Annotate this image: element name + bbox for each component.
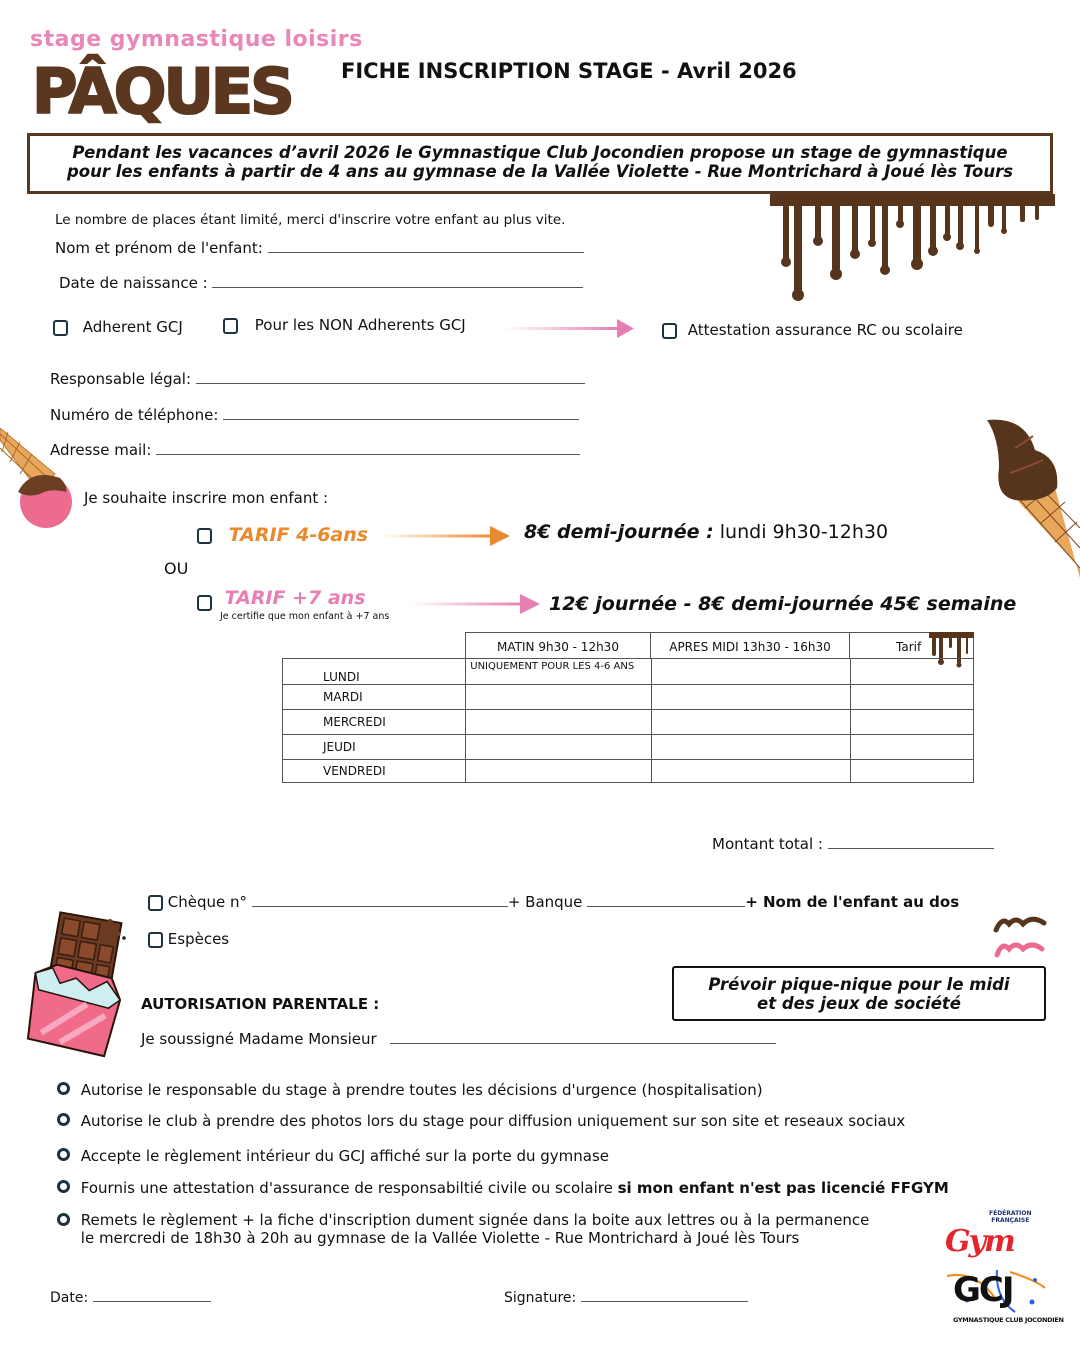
schedule-tarif-cell[interactable]: [850, 710, 973, 735]
auth-item-text: Autorise le responsable du stage à prendre toutes les décisions d'urgence (hospitalisation): [80, 1081, 763, 1099]
ice-cream-chocolate-icon: [985, 418, 1080, 578]
chocolate-drip-icon: [770, 194, 1055, 302]
pink-arrow-icon: [505, 318, 635, 340]
tarif-4-6-price-detail: lundi 9h30-12h30: [719, 521, 889, 543]
schedule-afternoon-cell[interactable]: [651, 659, 850, 685]
child-name-label: Nom et prénom de l'enfant:: [55, 239, 263, 257]
ffgym-logo: [945, 1210, 1055, 1262]
date-field[interactable]: [50, 1288, 211, 1306]
auth-item[interactable]: [57, 1179, 949, 1197]
signature-label: Signature:: [504, 1290, 577, 1306]
non-member-label: Pour les NON Adherents GCJ: [254, 316, 466, 334]
auth-item[interactable]: [57, 1211, 869, 1247]
cash-checkbox[interactable]: [148, 932, 163, 948]
page-title: FICHE INSCRIPTION STAGE - Avril 2026: [341, 59, 797, 83]
cash-option[interactable]: [148, 930, 229, 948]
auth-radio[interactable]: [57, 1113, 70, 1126]
gcj-logo-word: GCJ: [953, 1270, 1013, 1310]
places-notice: Le nombre de places étant limité, merci d'inscrire votre enfant au plus vite.: [55, 212, 566, 228]
cheque-option[interactable]: [148, 893, 959, 911]
auth-item[interactable]: [57, 1147, 609, 1165]
signatory-label: Je soussigné Madame Monsieur: [141, 1030, 377, 1048]
schedule-row: [283, 659, 974, 685]
schedule-day: MERCREDI: [283, 710, 466, 735]
guardian-label: Responsable légal:: [50, 370, 192, 388]
schedule-afternoon-cell[interactable]: [651, 685, 850, 710]
signatory-input[interactable]: [390, 1030, 776, 1044]
picnic-reminder-line-1: Prévoir pique-nique pour le midi: [708, 975, 1010, 994]
insurance-option[interactable]: [662, 321, 963, 339]
header-morning: MATIN 9h30 - 12h30: [466, 633, 651, 659]
email-label: Adresse mail:: [50, 441, 152, 459]
total-amount-input[interactable]: [828, 835, 994, 849]
auth-radio[interactable]: [57, 1213, 70, 1226]
squiggle-decoration-icon: [992, 913, 1052, 963]
orange-arrow-icon: [380, 525, 512, 547]
birthdate-input[interactable]: [212, 274, 583, 288]
ffgym-logo-caption: [989, 1210, 1032, 1224]
intro-line-1: Pendant les vacances d’avril 2026 le Gymnastique Club Jocondien propose un stage de gymnastique: [72, 143, 1008, 162]
schedule-tarif-cell[interactable]: [850, 735, 973, 760]
member-label: Adherent GCJ: [82, 318, 183, 336]
tarif-4-6-price: [524, 520, 888, 544]
guardian-field[interactable]: [50, 370, 585, 388]
intro-box: [27, 133, 1053, 194]
intro-line-2: pour les enfants à partir de 4 ans au gymnase de la Vallée Violette - Rue Montrichard à Joué lès Tours: [66, 162, 1014, 181]
email-input[interactable]: [156, 441, 580, 455]
auth-item-text-2: le mercredi de 18h30 à 20h au gymnase de la Vallée Violette - Rue Montrichard à Joué lès Tours: [80, 1229, 800, 1247]
chocolate-bar-icon: [20, 910, 130, 1060]
name-on-back-label: + Nom de l'enfant au dos: [745, 893, 960, 911]
auth-radio[interactable]: [57, 1180, 70, 1193]
auth-item-text: Fournis une attestation d'assurance de responsabiltié civile ou scolaire: [80, 1179, 618, 1197]
birthdate-field[interactable]: [59, 274, 583, 292]
member-option[interactable]: [53, 318, 183, 336]
ffgym-logo-word-text: Gym: [945, 1224, 1014, 1259]
phone-input[interactable]: [223, 406, 579, 420]
schedule-tarif-cell[interactable]: [850, 685, 973, 710]
tarif-7-note: Je certifie que mon enfant à +7 ans: [220, 611, 390, 622]
schedule-tarif-cell[interactable]: [850, 659, 973, 685]
non-member-checkbox[interactable]: [223, 318, 238, 334]
header-afternoon: APRES MIDI 13h30 - 16h30: [651, 633, 850, 659]
auth-item-bold: si mon enfant n'est pas licencié FFGYM: [617, 1179, 949, 1197]
auth-radio[interactable]: [57, 1148, 70, 1161]
event-title-paques: PÂQUES: [32, 55, 292, 128]
schedule-tarif-cell[interactable]: [850, 760, 973, 783]
event-subtitle: stage gymnastique loisirs: [30, 27, 363, 52]
child-name-input[interactable]: [268, 239, 584, 253]
schedule-afternoon-cell[interactable]: [651, 760, 850, 783]
picnic-reminder-line-2: et des jeux de société: [757, 994, 961, 1013]
enroll-label: Je souhaite inscrire mon enfant :: [84, 489, 329, 507]
cheque-number-input[interactable]: [252, 893, 508, 907]
tarif-4-6-price-amount: 8€ demi-journée :: [524, 521, 714, 543]
or-label: OU: [164, 559, 189, 578]
picnic-reminder-box: [672, 966, 1046, 1021]
auth-item-text: Accepte le règlement intérieur du GCJ affiché sur la porte du gymnase: [80, 1147, 610, 1165]
tarif-7-checkbox[interactable]: [197, 595, 212, 611]
schedule-morning-cell[interactable]: [466, 735, 651, 760]
schedule-day: LUNDI: [283, 659, 466, 685]
ffgym-logo-mid: FRANÇAISE: [991, 1217, 1030, 1224]
guardian-input[interactable]: [196, 370, 585, 384]
schedule-morning-cell[interactable]: [466, 685, 651, 710]
schedule-row: [283, 710, 974, 735]
ffgym-logo-word: [945, 1225, 1014, 1259]
email-field[interactable]: [50, 441, 580, 459]
auth-item-text: Remets le règlement + la fiche d'inscription dument signée dans la boite aux lettres ou à la permanence: [80, 1211, 870, 1229]
schedule-morning-cell[interactable]: [466, 760, 651, 783]
schedule-morning-cell[interactable]: [466, 710, 651, 735]
schedule-table: [282, 658, 974, 783]
ice-cream-pink-icon: [0, 428, 80, 528]
cash-label: Espèces: [167, 930, 230, 948]
non-member-option[interactable]: [223, 316, 466, 334]
header-tarif: Tarif: [896, 640, 922, 654]
gcj-logo-caption: GYMNASTIQUE CLUB JOCONDIEN: [953, 1316, 1064, 1324]
auth-radio[interactable]: [57, 1082, 70, 1095]
phone-field[interactable]: [50, 406, 579, 424]
phone-label: Numéro de téléphone:: [50, 406, 219, 424]
total-amount-field[interactable]: [712, 835, 994, 853]
signature-input[interactable]: [581, 1288, 748, 1302]
auth-item-text: Autorise le club à prendre des photos lors du stage pour diffusion uniquement sur son site et reseaux sociaux: [80, 1112, 906, 1130]
authorization-title: AUTORISATION PARENTALE :: [141, 995, 380, 1013]
schedule-afternoon-cell[interactable]: [651, 735, 850, 760]
bank-label: + Banque: [507, 893, 583, 911]
schedule-afternoon-cell[interactable]: [651, 710, 850, 735]
child-name-field[interactable]: [55, 239, 584, 257]
schedule-row: [283, 685, 974, 710]
tarif-7-price: 12€ journée - 8€ demi-journée 45€ semaine: [549, 593, 1017, 615]
birthdate-label: Date de naissance :: [59, 274, 208, 292]
total-amount-label: Montant total :: [712, 835, 823, 853]
date-label: Date:: [50, 1290, 89, 1306]
tarif-7-label: TARIF +7 ans: [224, 587, 366, 609]
auth-item[interactable]: [57, 1112, 905, 1130]
pink-arrow-icon: [410, 593, 542, 615]
schedule-day: VENDREDI: [283, 760, 466, 783]
schedule-row: [283, 735, 974, 760]
schedule-header: [465, 632, 974, 659]
ffgym-logo-top: FÉDÉRATION: [989, 1210, 1032, 1217]
insurance-label: Attestation assurance RC ou scolaire: [687, 321, 963, 339]
schedule-morning-cell[interactable]: UNIQUEMENT POUR LES 4-6 ANS: [466, 659, 651, 685]
signatory-field[interactable]: [141, 1030, 776, 1048]
bank-input[interactable]: [587, 893, 745, 907]
member-checkbox[interactable]: [53, 320, 68, 336]
tarif-4-6-option[interactable]: [197, 523, 368, 547]
cheque-label: Chèque n°: [167, 893, 248, 911]
insurance-checkbox[interactable]: [662, 323, 677, 339]
schedule-row: [283, 760, 974, 783]
auth-item[interactable]: [57, 1081, 763, 1099]
date-input[interactable]: [93, 1288, 211, 1302]
tarif-4-6-checkbox[interactable]: [197, 528, 212, 544]
signature-field[interactable]: [504, 1288, 748, 1306]
cheque-checkbox[interactable]: [148, 895, 163, 911]
tarif-4-6-label: TARIF 4-6ans: [228, 524, 369, 546]
schedule-day: JEUDI: [283, 735, 466, 760]
tarif-7-option[interactable]: [197, 587, 366, 609]
schedule-day: MARDI: [283, 685, 466, 710]
gcj-logo: [945, 1268, 1064, 1330]
